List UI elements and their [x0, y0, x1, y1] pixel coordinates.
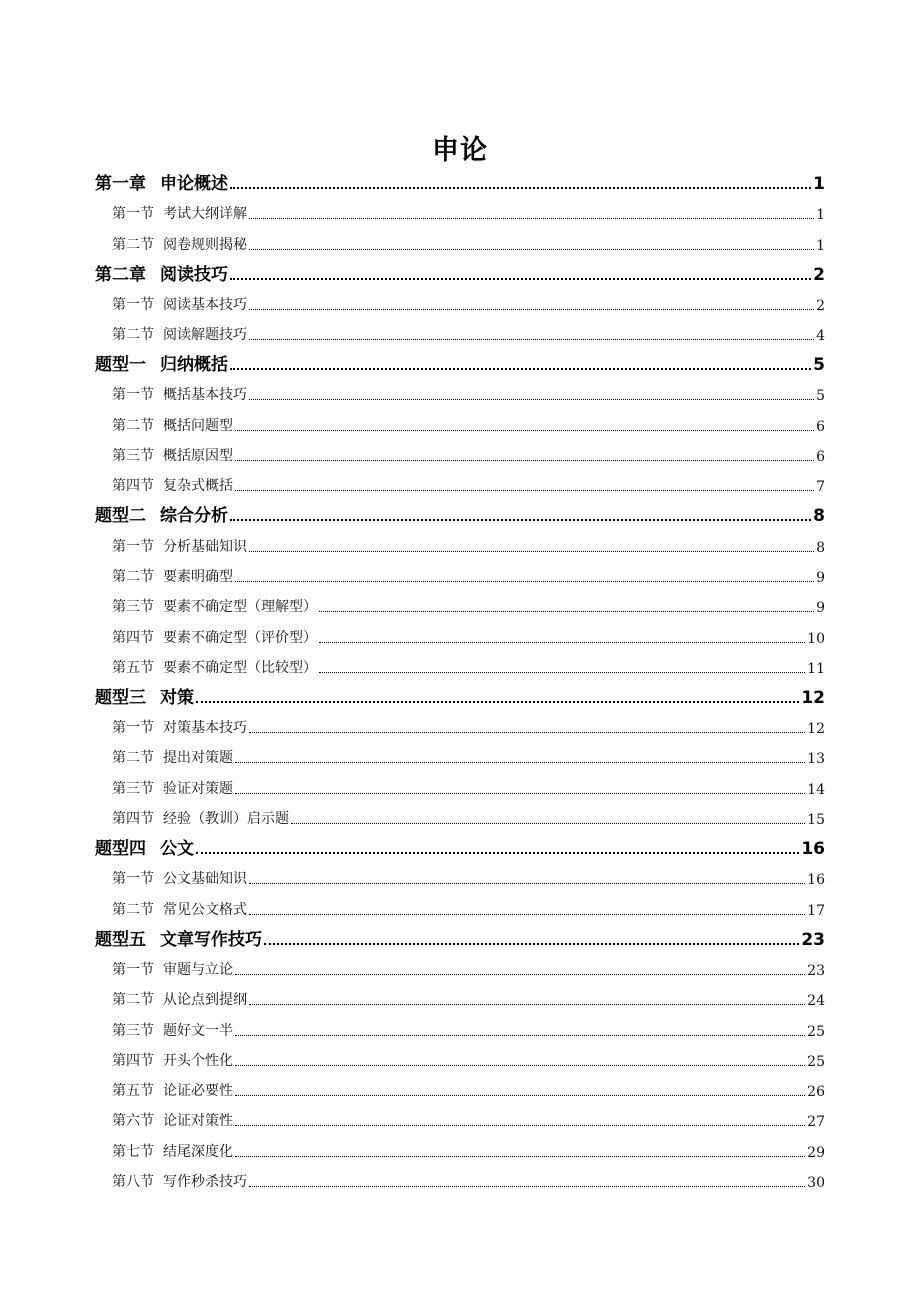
entry-number: 第二节 — [112, 327, 154, 344]
page-number: 1 — [816, 237, 825, 254]
table-of-contents — [95, 168, 825, 1196]
entry-title: 分析基础知识 — [163, 538, 247, 555]
entry-title: 对策 — [160, 687, 194, 708]
toc-section-entry[interactable] — [95, 561, 825, 591]
dot-leader — [291, 823, 805, 824]
page-number: 29 — [807, 1144, 825, 1161]
page-number: 7 — [816, 479, 825, 496]
entry-number: 第一节 — [112, 720, 154, 737]
entry-title: 阅读解题技巧 — [163, 327, 247, 344]
page-number: 5 — [816, 388, 825, 405]
page-number: 23 — [807, 962, 825, 979]
page-number: 12 — [801, 687, 825, 708]
toc-section-entry[interactable] — [95, 1075, 825, 1105]
dot-leader — [249, 339, 814, 340]
toc-section-entry[interactable] — [95, 652, 825, 682]
toc-chapter-entry[interactable] — [95, 924, 825, 954]
toc-section-entry[interactable] — [95, 984, 825, 1014]
entry-title: 阅读技巧 — [160, 264, 228, 285]
entry-number: 第一节 — [112, 538, 154, 555]
entry-title: 公文基础知识 — [163, 871, 247, 888]
entry-title: 审题与立论 — [163, 961, 233, 978]
dot-leader — [235, 793, 805, 794]
entry-number: 第五节 — [112, 659, 154, 676]
entry-title: 概括原因型 — [163, 448, 233, 465]
entry-title: 综合分析 — [160, 506, 228, 527]
toc-section-entry[interactable] — [95, 530, 825, 560]
dot-leader — [235, 1156, 805, 1157]
dot-leader — [319, 642, 805, 643]
dot-leader — [235, 430, 814, 431]
dot-leader — [249, 1186, 805, 1187]
toc-section-entry[interactable] — [95, 1166, 825, 1196]
entry-title: 题好文一半 — [163, 1022, 233, 1039]
entry-number: 第三节 — [112, 780, 154, 797]
entry-number: 第七节 — [112, 1143, 154, 1160]
entry-number: 第八节 — [112, 1174, 154, 1191]
entry-title: 写作秒杀技巧 — [163, 1174, 247, 1191]
toc-chapter-entry[interactable] — [95, 682, 825, 712]
dot-leader — [264, 943, 799, 945]
toc-chapter-entry[interactable] — [95, 500, 825, 530]
page-number: 26 — [807, 1084, 825, 1101]
entry-title: 申论概述 — [160, 174, 228, 194]
dot-leader — [249, 732, 805, 733]
entry-title: 概括基本技巧 — [163, 387, 247, 404]
page-number: 25 — [807, 1053, 825, 1070]
dot-leader — [235, 1095, 805, 1096]
page-number: 6 — [816, 418, 825, 435]
entry-number: 第一节 — [112, 296, 154, 313]
entry-number: 第四节 — [112, 1052, 154, 1069]
page-number: 8 — [813, 506, 825, 527]
entry-title: 对策基本技巧 — [163, 720, 247, 737]
toc-section-entry[interactable] — [95, 621, 825, 651]
entry-number: 第五节 — [112, 1083, 154, 1100]
page-title: 申论 — [432, 135, 488, 166]
entry-number: 题型一 — [95, 355, 146, 376]
entry-title: 从论点到提纲 — [163, 992, 247, 1009]
entry-number: 第二节 — [112, 901, 154, 918]
entry-number: 题型三 — [95, 687, 146, 708]
entry-title: 考试大纲详解 — [163, 206, 247, 223]
dot-leader — [249, 914, 805, 915]
entry-title: 论证对策性 — [163, 1113, 233, 1130]
entry-number: 第四节 — [112, 629, 154, 646]
toc-section-entry[interactable] — [95, 712, 825, 742]
toc-section-entry[interactable] — [95, 198, 825, 228]
entry-title: 经验（教训）启示题 — [163, 811, 289, 828]
entry-title: 要素明确型 — [163, 568, 233, 585]
toc-chapter-entry[interactable] — [95, 259, 825, 289]
entry-title: 公文 — [160, 839, 194, 860]
entry-title: 常见公文格式 — [163, 901, 247, 918]
entry-title: 要素不确定型（理解型） — [163, 599, 317, 616]
entry-title: 提出对策题 — [163, 750, 233, 767]
dot-leader — [235, 1065, 805, 1066]
page-number: 13 — [807, 751, 825, 768]
entry-number: 第一节 — [112, 387, 154, 404]
entry-title: 概括问题型 — [163, 417, 233, 434]
toc-section-entry[interactable] — [95, 440, 825, 470]
page-number: 5 — [813, 355, 825, 376]
toc-chapter-entry[interactable] — [95, 349, 825, 379]
entry-number: 第四节 — [112, 811, 154, 828]
page-number: 6 — [816, 449, 825, 466]
dot-leader — [249, 551, 814, 552]
page-number: 10 — [807, 630, 825, 647]
toc-section-entry[interactable] — [95, 772, 825, 802]
entry-number: 第二节 — [112, 750, 154, 767]
entry-title: 开头个性化 — [163, 1052, 233, 1069]
dot-leader — [230, 519, 811, 521]
page-number: 17 — [807, 902, 825, 919]
toc-section-entry[interactable] — [95, 1135, 825, 1165]
toc-section-entry[interactable] — [95, 228, 825, 258]
page-number: 1 — [816, 207, 825, 224]
entry-title: 归纳概括 — [160, 355, 228, 376]
dot-leader — [235, 762, 805, 763]
page-number: 27 — [807, 1114, 825, 1131]
toc-section-entry[interactable] — [95, 742, 825, 772]
page-number: 11 — [807, 660, 825, 677]
entry-number: 第一节 — [112, 871, 154, 888]
entry-number: 第二节 — [112, 236, 154, 253]
page-number: 23 — [801, 929, 825, 950]
dot-leader — [235, 1125, 805, 1126]
toc-section-entry[interactable] — [95, 1045, 825, 1075]
dot-leader — [235, 460, 814, 461]
entry-title: 论证必要性 — [163, 1083, 233, 1100]
page-number: 14 — [807, 781, 825, 798]
toc-chapter-entry[interactable] — [95, 168, 825, 198]
page-number: 9 — [816, 569, 825, 586]
page-number: 9 — [816, 600, 825, 617]
dot-leader — [249, 218, 814, 219]
dot-leader — [196, 701, 799, 703]
entry-number: 题型四 — [95, 839, 146, 860]
entry-number: 第二节 — [112, 417, 154, 434]
toc-section-entry[interactable] — [95, 1105, 825, 1135]
dot-leader — [235, 974, 805, 975]
page-number: 12 — [807, 721, 825, 738]
dot-leader — [230, 187, 811, 189]
page-number: 4 — [816, 328, 825, 345]
dot-leader — [230, 368, 811, 370]
entry-number: 第四节 — [112, 478, 154, 495]
entry-number: 第二节 — [112, 992, 154, 1009]
toc-section-entry[interactable] — [95, 409, 825, 439]
dot-leader — [196, 852, 799, 854]
entry-title: 要素不确定型（评价型） — [163, 629, 317, 646]
toc-section-entry[interactable] — [95, 863, 825, 893]
page-number: 2 — [813, 264, 825, 285]
toc-section-entry[interactable] — [95, 954, 825, 984]
dot-leader — [235, 490, 814, 491]
page-number: 16 — [801, 839, 825, 860]
entry-number: 第三节 — [112, 1022, 154, 1039]
page-number: 16 — [807, 872, 825, 889]
dot-leader — [230, 278, 811, 280]
dot-leader — [249, 309, 814, 310]
page-number: 24 — [807, 993, 825, 1010]
toc-section-entry[interactable] — [95, 591, 825, 621]
page-number: 2 — [816, 297, 825, 314]
dot-leader — [235, 581, 814, 582]
entry-number: 第一章 — [95, 174, 146, 194]
toc-section-entry[interactable] — [95, 319, 825, 349]
entry-title: 复杂式概括 — [163, 478, 233, 495]
entry-title: 结尾深度化 — [163, 1143, 233, 1160]
dot-leader — [249, 883, 805, 884]
page-number: 30 — [807, 1175, 825, 1192]
entry-number: 第三节 — [112, 599, 154, 616]
entry-number: 第六节 — [112, 1113, 154, 1130]
entry-number: 第一节 — [112, 961, 154, 978]
entry-title: 文章写作技巧 — [160, 929, 262, 950]
dot-leader — [249, 399, 814, 400]
dot-leader — [319, 611, 814, 612]
dot-leader — [249, 249, 814, 250]
entry-number: 第三节 — [112, 448, 154, 465]
dot-leader — [235, 1035, 805, 1036]
page-number: 15 — [807, 812, 825, 829]
page-number: 1 — [813, 174, 825, 194]
toc-section-entry[interactable] — [95, 893, 825, 923]
entry-number: 第二节 — [112, 568, 154, 585]
entry-title: 阅卷规则揭秘 — [163, 236, 247, 253]
toc-section-entry[interactable] — [95, 289, 825, 319]
toc-section-entry[interactable] — [95, 379, 825, 409]
toc-chapter-entry[interactable] — [95, 833, 825, 863]
entry-number: 第二章 — [95, 264, 146, 285]
dot-leader — [249, 1004, 805, 1005]
dot-leader — [319, 672, 805, 673]
entry-title: 阅读基本技巧 — [163, 296, 247, 313]
entry-title: 要素不确定型（比较型） — [163, 659, 317, 676]
page-number: 8 — [816, 539, 825, 556]
toc-section-entry[interactable] — [95, 1014, 825, 1044]
page-number: 25 — [807, 1023, 825, 1040]
entry-title: 验证对策题 — [163, 780, 233, 797]
entry-number: 题型二 — [95, 506, 146, 527]
toc-section-entry[interactable] — [95, 803, 825, 833]
entry-number: 题型五 — [95, 929, 146, 950]
toc-section-entry[interactable] — [95, 470, 825, 500]
entry-number: 第一节 — [112, 206, 154, 223]
